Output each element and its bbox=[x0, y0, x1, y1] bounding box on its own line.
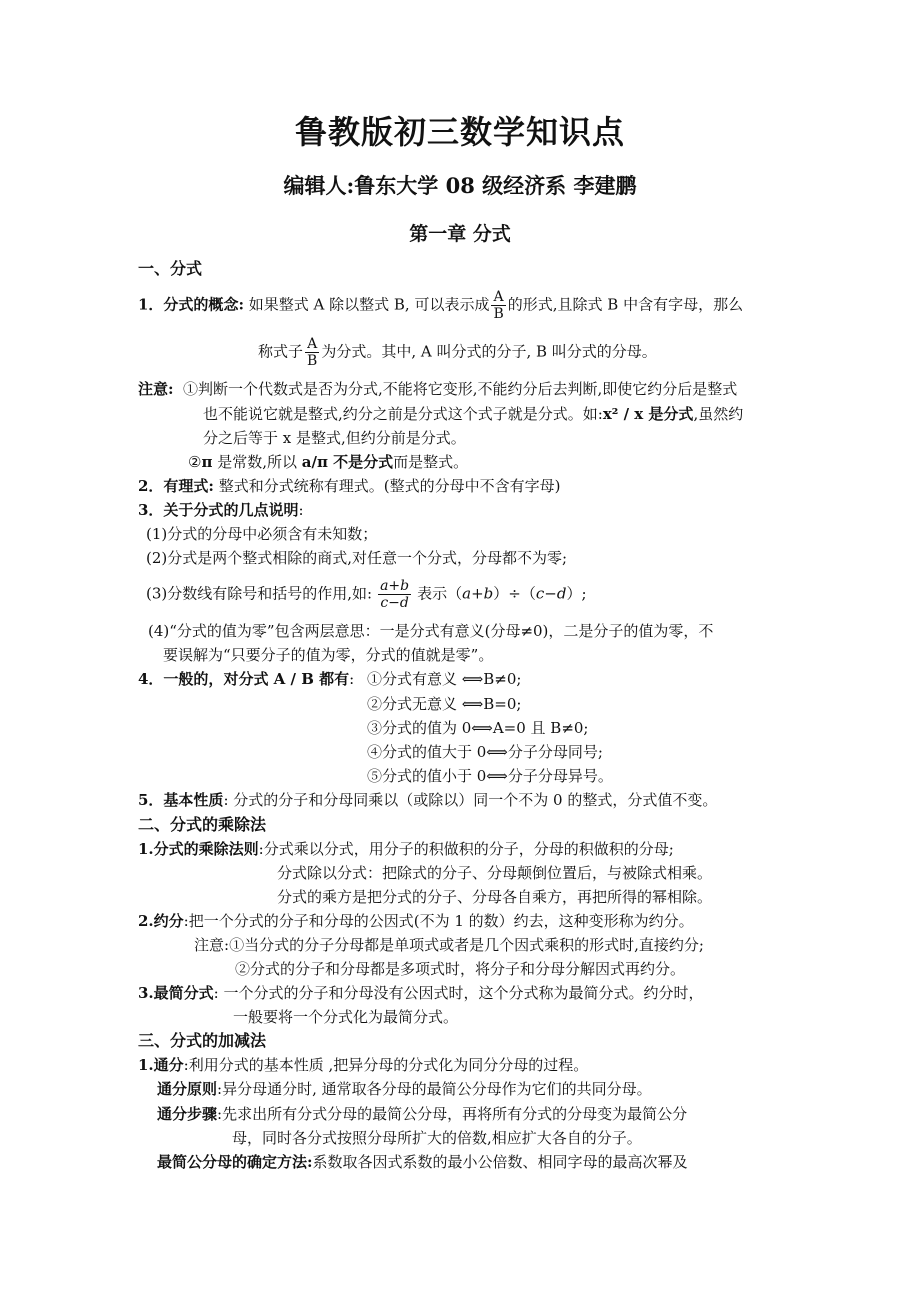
item-fraction-concept bbox=[138, 289, 743, 322]
divide-sign: ）÷（ bbox=[493, 584, 536, 603]
item-text: 为分式。其中, A 叫分式的分子, B 叫分式的分母。 bbox=[321, 342, 657, 361]
fraction-denominator: B bbox=[493, 306, 504, 322]
note-emphasis: a/π 不是分式 bbox=[301, 453, 394, 471]
reduction-note-2: ②分式的分子和分母都是多项式时，将分子和分母分解因式再约分。 bbox=[235, 960, 686, 978]
var-a: a bbox=[462, 584, 472, 603]
rule-4: ④分式的值大于 0⟺分子分母同号; bbox=[367, 743, 603, 761]
item-text: : 一个分式的分子和分母没有公因式时，这个分式称为最简分式。约分时， bbox=[213, 984, 704, 1002]
rule-5: ⑤分式的值小于 0⟺分子分母异号。 bbox=[367, 767, 613, 785]
item-text: 系数取各因式系数的最小公倍数、相同字母的最高次幂及 bbox=[312, 1153, 688, 1171]
item-label: 1.分式的乘除法则 bbox=[138, 840, 259, 858]
common-denominator-principle bbox=[157, 1079, 652, 1099]
section-heading-3: 三、分式的加减法 bbox=[138, 1031, 267, 1050]
fraction-numerator: A bbox=[305, 336, 319, 353]
item-label: 1.通分 bbox=[138, 1056, 184, 1074]
rule-2: ②分式无意义 ⟺B=0; bbox=[367, 695, 522, 713]
minus-sign: − bbox=[544, 584, 557, 603]
reduction-note-1 bbox=[194, 935, 704, 955]
remark-1: (1)分式的分母中必须含有未知数； bbox=[146, 525, 378, 543]
item-text: 如果整式 A 除以整式 B, 可以表示成 bbox=[243, 295, 490, 314]
plus-sign: + bbox=[471, 584, 484, 603]
item-text: :异分母通分时, 通常取各分母的最简公分母作为它们的共同分母。 bbox=[217, 1080, 652, 1098]
item-text: :把一个分式的分子和分母的公因式(不为 1 的数）约去，这种变形称为约分。 bbox=[183, 912, 694, 930]
chapter-heading: 第一章 分式 bbox=[409, 223, 511, 245]
note-text: 是常数,所以 bbox=[212, 453, 302, 471]
item-text: : 分式的分子和分母同乘以（或除以）同一个不为 0 的整式，分式值不变。 bbox=[223, 791, 718, 809]
var-b: b bbox=[483, 584, 494, 603]
note-1-line3: 分之后等于 x 是整式,但约分前是分式。 bbox=[203, 429, 466, 447]
item-label: 最简公分母的确定方法: bbox=[157, 1153, 313, 1171]
item-text: 称式子 bbox=[258, 342, 304, 361]
item-remarks bbox=[138, 500, 304, 520]
fraction-numerator: a+b bbox=[380, 578, 410, 594]
item-fraction-concept-line2 bbox=[258, 336, 657, 369]
note-label: 注意: bbox=[138, 380, 174, 398]
mul-div-rule-line2: 分式除以分式：把除式的分子、分母颠倒位置后，与被除式相乘。 bbox=[277, 864, 713, 882]
fraction-denominator: c−d bbox=[380, 595, 409, 611]
note-text: ② bbox=[188, 453, 202, 471]
note-text: 也不能说它就是整式,约分之前是分式这个式子就是分式。如: bbox=[203, 405, 603, 423]
section-heading-1: 一、分式 bbox=[138, 259, 203, 278]
mul-div-rule-line3: 分式的乘方是把分式的分子、分母各自乘方，再把所得的幂相除。 bbox=[277, 888, 713, 906]
remark-4-line1: (4)“分式的值为零”包含两层意思：一是分式有意义(分母≠0)，二是分子的值为零，不 bbox=[148, 622, 714, 640]
remark-text: 表示（ bbox=[417, 584, 463, 603]
item-text: :先求出所有分式分母的最简公分母，再将所有分式的分母变为最简公分 bbox=[217, 1105, 688, 1123]
item-text: 整式和分式统称有理式。(整式的分母中不含有字母) bbox=[213, 477, 561, 495]
note-text: ,虽然约 bbox=[693, 405, 744, 423]
remark-text: (3)分数线有除号和括号的作用,如: bbox=[146, 584, 373, 603]
common-denominator-steps bbox=[157, 1104, 687, 1124]
note-text: 而是整式。 bbox=[393, 453, 469, 471]
note-text: ①当分式的分子分母都是单项式或者是几个因式乘积的形式时,直接约分; bbox=[229, 936, 704, 954]
item-mul-div-rule bbox=[138, 839, 674, 859]
rule-1: ①分式有意义 ⟺B≠0; bbox=[367, 670, 522, 688]
note-emphasis: x² / x 是分式 bbox=[602, 405, 694, 423]
remark-2: (2)分式是两个整式相除的商式,对任意一个分式，分母都不为零; bbox=[146, 549, 568, 567]
section-heading-2: 二、分式的乘除法 bbox=[138, 815, 267, 834]
note-1-line1: ①判断一个代数式是否为分式,不能将它变形,不能约分后去判断,即使它约分后是整式 bbox=[183, 380, 738, 398]
item-label: 2.约分 bbox=[138, 912, 184, 930]
remark-4-line2: 要误解为“只要分子的值为零，分式的值就是零”。 bbox=[163, 646, 494, 664]
fraction-a-over-b bbox=[305, 336, 319, 369]
item-reduction bbox=[138, 911, 694, 931]
item-label: 通分步骤 bbox=[157, 1105, 218, 1123]
item-text: 的形式,且除式 B 中含有字母，那么 bbox=[507, 295, 744, 314]
item-label: 3.最简分式 bbox=[138, 984, 214, 1002]
var-d: d bbox=[556, 584, 567, 603]
fraction-numerator: A bbox=[491, 289, 505, 306]
item-text: :利用分式的基本性质 ,把异分母的分式化为同分分母的过程。 bbox=[183, 1056, 589, 1074]
item-common-denominator bbox=[138, 1055, 588, 1075]
editor-line: 编辑人:鲁东大学 08 级经济系 李建鹏 bbox=[283, 173, 637, 198]
item-label: 2．有理式: bbox=[138, 477, 214, 495]
page-title: 鲁教版初三数学知识点 bbox=[294, 113, 625, 151]
simplest-fraction-line2: 一般要将一个分式化为最简分式。 bbox=[233, 1008, 459, 1026]
fraction-denominator: B bbox=[307, 353, 318, 369]
item-general-rules bbox=[138, 669, 354, 689]
var-c: c bbox=[535, 584, 545, 603]
item-text: :分式乘以分式，用分子的积做积的分子，分母的积做积的分母; bbox=[258, 840, 674, 858]
common-denominator-steps-line2: 母，同时各分式按照分母所扩大的倍数,相应扩大各自的分子。 bbox=[232, 1129, 642, 1147]
note-1-line2 bbox=[203, 404, 743, 424]
fraction-example bbox=[378, 578, 411, 611]
item-text: : bbox=[349, 670, 355, 688]
item-simplest-fraction bbox=[138, 983, 704, 1003]
note-2 bbox=[188, 452, 468, 472]
pi-symbol: π bbox=[201, 453, 213, 471]
item-label: 3．关于分式的几点说明 bbox=[138, 501, 299, 519]
item-text: : bbox=[298, 501, 304, 519]
item-label: 5．基本性质 bbox=[138, 791, 224, 809]
item-label: 4．一般的，对分式 A / B 都有 bbox=[138, 670, 350, 688]
item-label: 通分原则 bbox=[157, 1080, 218, 1098]
item-rational-expression bbox=[138, 476, 560, 496]
item-label: 1．分式的概念: bbox=[138, 295, 244, 314]
item-basic-property bbox=[138, 790, 717, 810]
note-label: 注意: bbox=[194, 936, 230, 954]
remark-text: ）; bbox=[566, 584, 587, 603]
rule-3: ③分式的值为 0⟺A=0 且 B≠0; bbox=[367, 719, 589, 737]
remark-3 bbox=[146, 578, 587, 611]
lcd-method bbox=[157, 1152, 688, 1172]
fraction-a-over-b bbox=[491, 289, 505, 322]
